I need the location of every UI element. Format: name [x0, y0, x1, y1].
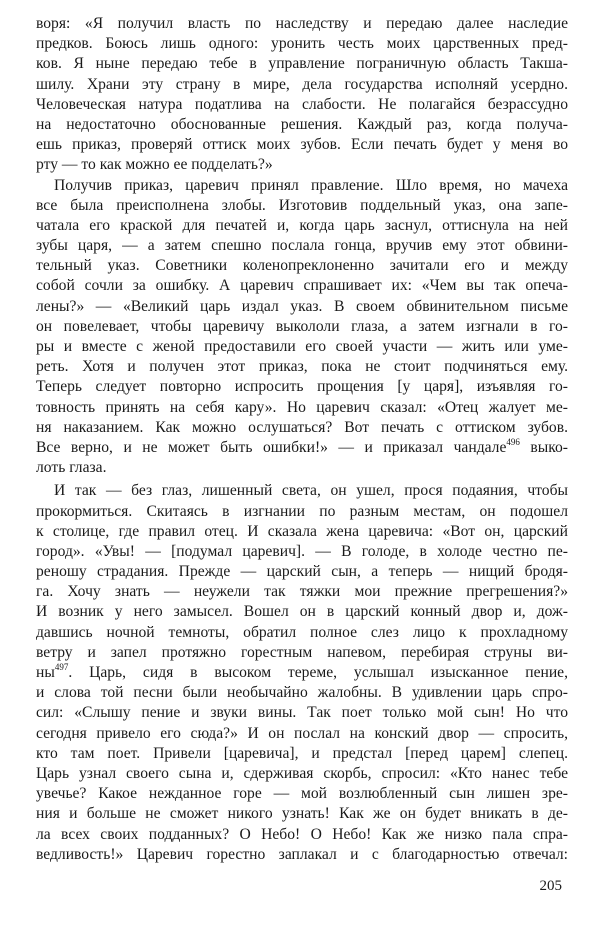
text-line: ния и больше не сможет никого узнать! Как же он будет вникать в де- — [36, 805, 568, 823]
text-line: товность принять на себя кару». Но царевич сказал: «Отец жалует ме- — [36, 398, 568, 416]
line-text: ны — [36, 664, 55, 681]
text-line: Теперь следует повторно испросить прощения [у царя], изъявляя го- — [36, 378, 568, 396]
paragraph-1 — [36, 14, 568, 176]
text-line: он повелевает, чтобы царевичу выкололи глаза, а затем изгнали в го- — [36, 317, 568, 335]
text-line: на недостаточно обоснованные решения. Каждый раз, когда получа- — [36, 115, 568, 133]
text-line: прокормиться. Скитаясь в изгнании по разным местам, он подошел — [36, 502, 568, 520]
text-line: зубы царя, — а затем спешно послала гонца, вручив ему этот обвини- — [36, 237, 568, 255]
text-line: лоть глаза. — [36, 459, 107, 477]
text-line: рту — то как можно ее подделать?» — [36, 156, 273, 174]
text-line: все была преисполнена злобы. Изготовив поддельный указ, она запе- — [36, 196, 568, 214]
text-line: сил: «Слышу пение и звуки вины. Так поет только мой сын! Но что — [36, 704, 568, 722]
text-line-with-footnote — [36, 438, 568, 458]
footnote-ref-497: 497 — [54, 662, 69, 672]
text-line: давшись ночной темноты, обратил полное слез лицо к прохладному — [36, 623, 568, 641]
text-line: увечье? Какое нежданное горе — мой возлюбленный сын лишен зре- — [36, 785, 568, 803]
page-body — [36, 14, 568, 865]
text-line: предков. Боюсь лишь одного: уронить честь моих царственных пред- — [36, 35, 568, 53]
paragraph-2 — [36, 176, 568, 479]
text-line: воря: «Я получил власть по наследству и передаю далее наследие — [36, 15, 568, 32]
text-line: ры и вместе с женой предоставили его своей участи — жить или уме- — [36, 338, 568, 355]
text-line: И так — без глаз, лишенный света, он ушел, прося подаяния, чтобы — [54, 482, 568, 500]
text-line: к столице, где правил отец. И сказала жена царевича: «Вот он, царский — [36, 522, 568, 540]
paragraph-3 — [36, 481, 568, 865]
text-line: тельный указ. Советники коленопреклоненно зачитали его и между — [36, 257, 568, 275]
text-line: лены?» — «Великий царь издал указ. В своем обвинительном письме — [36, 297, 568, 315]
text-line: и слова той песни были необычайно жалобны. В удивлении царь спро- — [36, 684, 568, 702]
footnote-ref-496: 496 — [506, 436, 520, 447]
text-line: Царь узнал своего сына и, сдерживая скорбь, спросил: «Кто нанес тебе — [36, 764, 568, 782]
text-line: ведливость!» Царевич горестно заплакал и с благодарностью отвечал: — [36, 845, 568, 863]
text-line: шилу. Храни эту страну в мире, дела государства исполняй усердно. — [36, 75, 568, 93]
text-line: реть. Хотя и получен этот приказ, пока не стоит подчиняться ему. — [36, 358, 568, 376]
text-line-with-footnote — [36, 663, 568, 683]
text-line: Получив приказ, царевич принял правление. Шло время, но мачеха — [54, 176, 568, 194]
text-line: реношу страдания. Прежде — царский сын, а теперь — нищий бродя- — [36, 563, 568, 581]
page-number: 205 — [539, 878, 562, 894]
line-text: . Царь, сидя в высоком тереме, услышал изысканное пение, — [68, 664, 568, 681]
text-line: кто там поет. Привели [царевича], и предстал [перед царем] слепец. — [36, 744, 568, 762]
text-line: ков. Я ныне передаю тебе в управление пограничную область Такша- — [36, 55, 568, 73]
text-line: чатала его краской для печатей и, когда царь заснул, оттиснула на ней — [36, 216, 568, 234]
text-line: собой сочли за ошибку. А царевич спрашивает их: «Чем вы так опеча- — [36, 277, 568, 295]
text-line: И возник у него замысел. Вошел он в царский конный двор и, дож- — [36, 603, 568, 621]
text-line: ня наказанием. Как можно ослушаться? Вот печать с оттиском зубов. — [36, 418, 568, 436]
text-line: га. Хочу знать — неужели так тяжки мои прежние прегрешения?» — [36, 583, 568, 601]
line-text: Все верно, и не может быть ошибки!» — и приказал чандале — [36, 438, 507, 456]
text-line: сегодня привело его сюда?» И он послал на конский двор — спросить, — [36, 724, 568, 742]
line-text: выко- — [519, 438, 568, 456]
text-line: ла всех своих подданных? О Небо! О Небо! Как же низко пала спра- — [36, 825, 568, 843]
text-line: ешь приказ, проверяй оттиск моих зубов. Если печать будет у меня во — [36, 136, 568, 154]
text-line: ветру и запел протяжно горестным напевом, перебирая струны ви- — [36, 643, 568, 661]
text-line: город». «Увы! — [подумал царевич]. — В голоде, в холоде честно пе- — [36, 542, 568, 560]
text-line: Человеческая натура податлива на слабости. Не полагайся безрассудно — [36, 95, 568, 113]
